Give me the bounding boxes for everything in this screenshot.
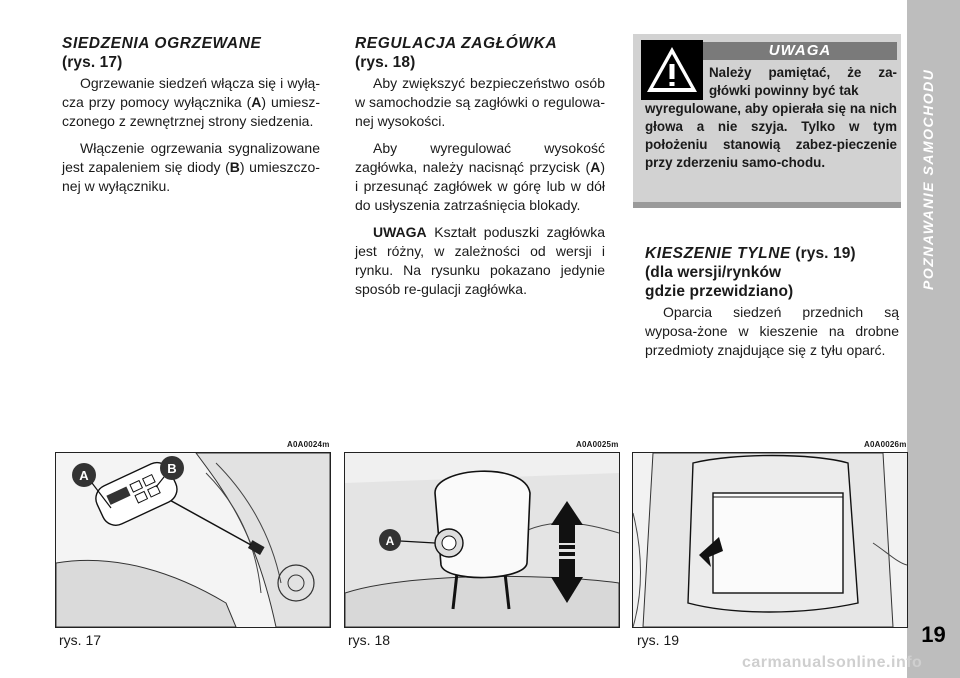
paragraph: Aby wyregulować wysokość zagłówka, należy nacisnąć przycisk (A) i przesunąć zagłówek w górę lub w dół do usłyszenia zatrzaśnięcia blokady. [355,140,605,213]
figure-code: A0A0025m [576,440,619,449]
page-number: 19 [921,622,946,647]
column-back-pockets [645,244,899,368]
paragraph: Ogrzewanie siedzeń włącza się i wyłą-cza przy pomocy wyłącznika (A) umiesz-czonego z zewnętrznej strony siedzenia. [62,75,320,129]
figure-code: A0A0024m [287,440,330,449]
heading-heated-seats: SIEDZENIA OGRZEWANE [62,35,262,52]
figure-caption: rys. 19 [637,632,680,648]
paragraph: Włączenie ogrzewania sygnalizowane jest zapaleniem się diody (B) umieszczo-nej w wyłączniku. [62,140,320,194]
paragraph: Oparcia siedzeń przednich są wyposa-żone w kieszenie na drobne przedmioty znajdujące się z tyłu oparć. [645,304,899,358]
warning-box [633,34,901,208]
figure-caption: rys. 18 [348,632,391,648]
section-sidebar [907,0,960,678]
paragraph: UWAGA Kształt poduszki zagłówka jest różny, w zależności od wersji i rynku. Na rysunku pokazano jedynie sposób re-gulacji zagłówka. [355,224,605,297]
subheading-provided: gdzie przewidziano) [645,283,794,300]
figure-caption: rys. 17 [59,632,102,648]
figure-19-back-pocket [632,452,908,628]
figure-17-seat-heating-switch [55,452,331,628]
figure-label: B [167,461,177,476]
subheading-heated-seats: (rys. 17) [62,54,123,71]
note-label: UWAGA [373,224,427,240]
heading-headrest: REGULACJA ZAGŁÓWKA [355,35,558,52]
figure-code: A0A0026m [864,440,907,449]
subheading-versions: (dla wersji/rynków [645,264,782,281]
figure-18-headrest [344,452,620,628]
figure-label: A [385,534,395,548]
column-heated-seats [62,34,320,204]
subheading-headrest: (rys. 18) [355,54,416,71]
section-title: POZNAWANIE SAMOCHODU [920,68,936,290]
watermark: carmanualsonline.info [742,654,923,671]
figure-label: A [79,468,89,483]
paragraph: Aby zwiększyć bezpieczeństwo osób w samochodzie są zagłówki o regulowa-nej wysokości. [355,75,605,129]
heading-back-pockets: KIESZENIE TYLNE (rys. 19) [645,245,856,262]
column-headrest [355,34,605,307]
warning-label: UWAGA [703,42,897,60]
warning-text: Należy pamiętać, że za-główki powinny być tak wyregulowane, aby opierała się na nich głowa a nie szyja. Tylko w tym położeniu stanowią zabez-pieczenie przy zderzeniu samo-chodu. [645,65,897,170]
